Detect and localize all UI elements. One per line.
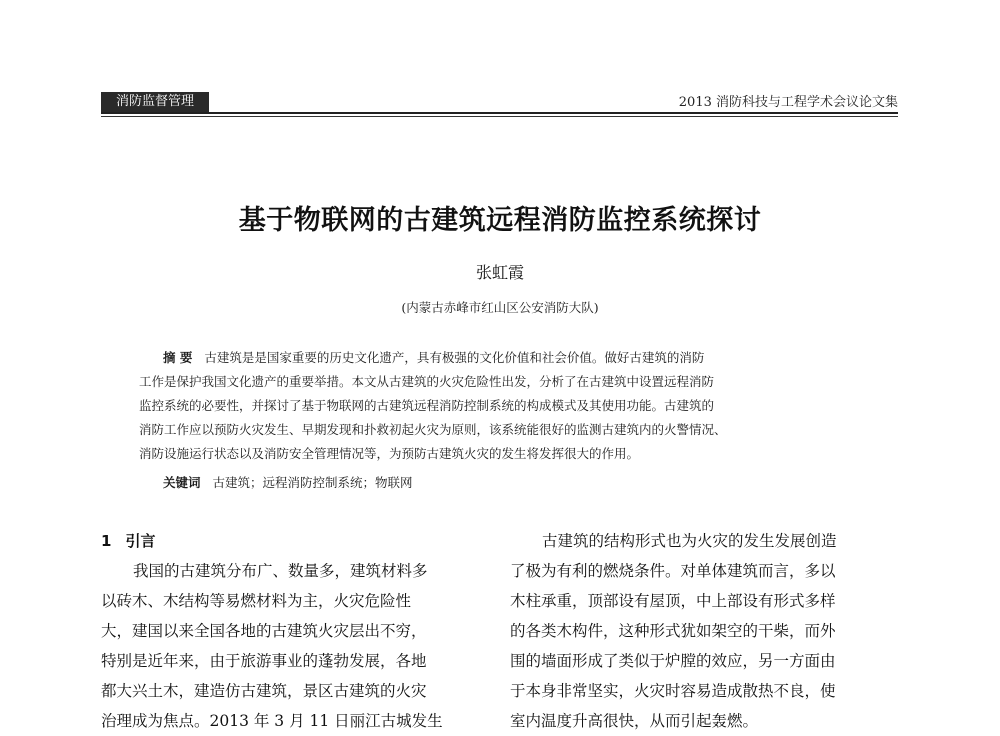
section-tag: 消防监督管理 <box>101 92 209 112</box>
journal-title: 2013 消防科技与工程学术会议论文集 <box>678 95 898 110</box>
abstract <box>139 346 864 466</box>
abstract-line: 工作是保护我国文化遗产的重要举措。本文从古建筑的火灾危险性出发，分析了在古建筑中设置远程消防 <box>139 374 715 389</box>
body-line: 了极为有利的燃烧条件。对单体建筑而言，多以 <box>510 562 836 580</box>
keywords-text: 古建筑；远程消防控制系统；物联网 <box>212 475 413 490</box>
keywords-label: 关键词 <box>163 475 201 490</box>
abstract-line: 监控系统的必要性，并探讨了基于物联网的古建筑远程消防控制系统的构成模式及其使用功能。古建筑的 <box>139 398 715 413</box>
body-line: 的各类木构件，这种形式犹如架空的干柴，而外 <box>510 622 836 640</box>
body-line: 治理成为焦点。2013 年 3 月 11 日丽江古城发生 <box>101 712 443 730</box>
body-right-column <box>510 526 896 736</box>
body-line: 围的墙面形成了类似于炉膛的效应，另一方面由 <box>510 652 836 670</box>
header-rule <box>101 112 898 114</box>
body-line: 我国的古建筑分布广、数量多，建筑材料多 <box>133 562 428 580</box>
abstract-text: 古建筑是是国家重要的历史文化遗产，具有极强的文化价值和社会价值。做好古建筑的消防 <box>204 350 705 365</box>
article-author: 张虹霞 <box>475 263 524 282</box>
body-line: 大，建国以来全国各地的古建筑火灾层出不穷， <box>101 622 427 640</box>
abstract-line: 消防设施运行状态以及消防安全管理情况等，为预防古建筑火灾的发生将发挥很大的作用。 <box>139 446 640 461</box>
abstract-line <box>139 346 864 370</box>
article-title: 基于物联网的古建筑远程消防监控系统探讨 <box>238 205 762 236</box>
section-title: 引言 <box>125 532 156 550</box>
section-heading <box>101 526 487 556</box>
section-number: 1 <box>101 532 112 550</box>
body-line: 以砖木、木结构等易燃材料为主，火灾危险性 <box>101 592 412 610</box>
header-rule-thin <box>101 116 898 117</box>
body-line: 木柱承重，顶部设有屋顶，中上部设有形式多样 <box>510 592 836 610</box>
abstract-line: 消防工作应以预防火灾发生、早期发现和扑救初起火灾为原则，该系统能很好的监测古建筑内的火警情况、 <box>139 422 727 437</box>
body-left-column <box>101 526 487 736</box>
author-affiliation: (内蒙古赤峰市红山区公安消防大队) <box>401 300 599 315</box>
keywords <box>163 473 413 493</box>
body-line: 于本身非常坚实，火灾时容易造成散热不良，使 <box>510 682 836 700</box>
body-line: 室内温度升高很快，从而引起轰燃。 <box>510 712 759 730</box>
body-line: 都大兴土木，建造仿古建筑，景区古建筑的火灾 <box>101 682 427 700</box>
body-line: 特别是近年来，由于旅游事业的蓬勃发展，各地 <box>101 652 427 670</box>
body-line: 古建筑的结构形式也为火灾的发生发展创造 <box>542 532 837 550</box>
abstract-label: 摘 要 <box>163 350 193 365</box>
